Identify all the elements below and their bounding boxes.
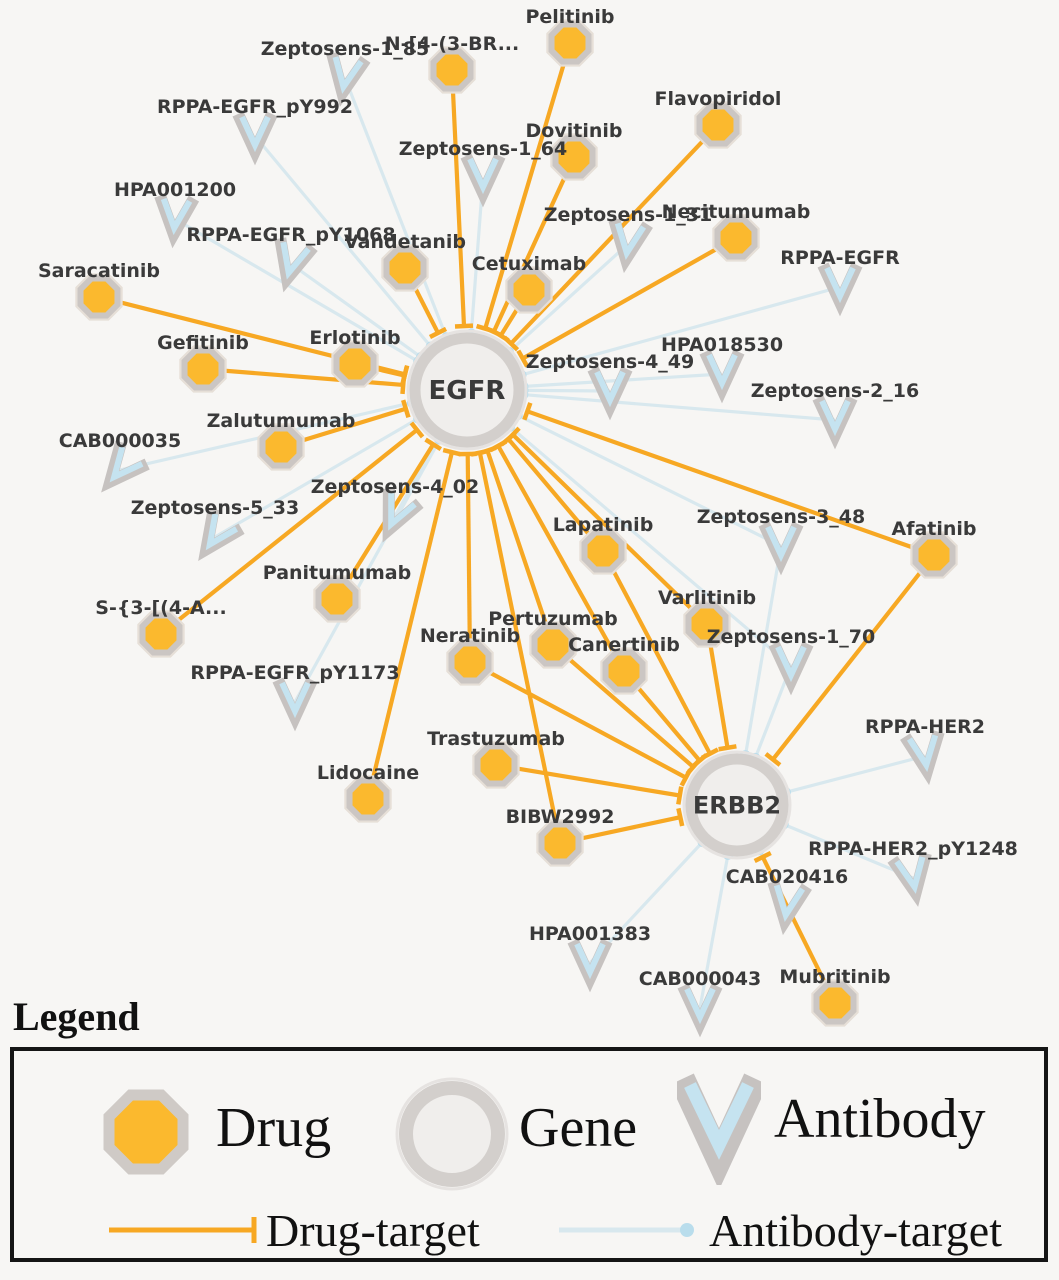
drug-label: S-{3-[(4-A... [95, 597, 227, 619]
antibody-node-icon [677, 1073, 761, 1185]
drug-label: Pelitinib [525, 6, 615, 28]
drug-label: Lidocaine [316, 762, 420, 784]
antibody-label: Zeptosens-1_85 [260, 38, 430, 60]
drug-octagon [319, 581, 356, 618]
antibody-label: RPPA-HER2 [864, 716, 986, 738]
gene-label: EGFR [428, 376, 506, 407]
drug-octagon [350, 781, 387, 818]
drug-label: N-[4-(3-BR... [384, 33, 520, 55]
antibody-label: CAB000043 [638, 968, 762, 990]
drug-octagon [511, 272, 548, 309]
drug-octagon [552, 25, 589, 62]
antibody-label: Zeptosens-1_31 [543, 204, 713, 226]
drug-label: Varlitinib [657, 587, 757, 609]
drug-octagon [109, 1095, 183, 1169]
drug-target-tee [678, 787, 681, 805]
drug-label: Pertuzumab [488, 608, 618, 630]
drug-target-tee [471, 451, 489, 455]
drug-octagon [542, 825, 579, 862]
antibody-label: HPA018530 [660, 334, 784, 356]
drug-label: Afatinib [891, 518, 977, 540]
drug-octagon [700, 107, 737, 144]
drug-label: Saracatinib [37, 260, 161, 282]
drug-octagon [143, 616, 180, 653]
antibody-node-Zeptosens-2_16 [818, 398, 852, 435]
drug-target-tee [403, 367, 407, 385]
drug-node-icon [94, 1080, 198, 1184]
drug-target-tee [443, 450, 460, 454]
antibody-node-RPPA-EGFR_pY992 [238, 114, 272, 151]
antibody-node-Zeptosens-1_64 [466, 156, 500, 193]
legend-box [10, 1047, 1048, 1262]
antibody-label: CAB000035 [58, 430, 182, 452]
drug-target-tee [678, 808, 682, 826]
antibody-label: RPPA-EGFR_pY992 [156, 96, 354, 118]
drug-octagon [606, 653, 643, 690]
drug-label: Mubritinib [779, 966, 891, 988]
antibody-label: RPPA-EGFR_pY1173 [190, 662, 400, 684]
antibody-node-RPPA-HER2 [905, 732, 944, 773]
drug-octagon [185, 351, 222, 388]
drug-octagon [387, 250, 424, 287]
antibody-label: RPPA-HER2_pY1248 [808, 838, 1018, 860]
antibody-label: HPA001200 [113, 179, 237, 201]
antibody-label: Zeptosens-1_64 [398, 138, 568, 160]
drug-target-edge [496, 765, 680, 796]
legend-label-drug: Drug [216, 1097, 332, 1159]
antibody-node-RPPA-EGFR_pY1173 [278, 680, 312, 717]
drug-label: Erlotinib [309, 327, 401, 349]
drug-label: Flavopiridol [654, 88, 782, 110]
drug-label: Gefitinib [157, 332, 249, 354]
drug-label: Lapatinib [552, 514, 654, 536]
legend-label-antibody: Antibody [774, 1088, 986, 1150]
antibody-target-dot [680, 1223, 694, 1237]
antibody-label: HPA001383 [528, 923, 652, 945]
drug-octagon [81, 279, 118, 316]
drug-label: Vandetanib [343, 231, 467, 253]
antibody-node-RPPA-EGFR [823, 265, 857, 302]
antibody-label: Zeptosens-2_16 [750, 380, 920, 402]
antibody-label: Zeptosens-5_33 [130, 497, 300, 519]
antibody-label: CAB020416 [725, 866, 849, 888]
antibody-node-Zeptosens-3_48 [764, 524, 798, 561]
antibody-label: Zeptosens-3_48 [696, 506, 866, 528]
drug-target-tee [455, 326, 473, 327]
legend-label-gene: Gene [519, 1097, 638, 1159]
gene-circle [406, 1088, 498, 1180]
drug-label: Necitumumab [661, 201, 811, 223]
legend-label-drug-target: Drug-target [266, 1205, 480, 1256]
drug-target-edge [452, 70, 464, 326]
drug-label: Trastuzumab [427, 728, 565, 750]
drug-octagon [263, 429, 300, 466]
drug-octagon [718, 220, 755, 257]
drug-label: Cetuximab [471, 253, 587, 275]
drug-label: Zalutumumab [206, 410, 356, 432]
antibody-label: Zeptosens-1_70 [706, 626, 876, 648]
drug-octagon [452, 644, 489, 681]
drug-label: Canertinib [568, 634, 680, 656]
legend-label-antibody-target: Antibody-target [709, 1205, 1002, 1256]
drug-label: BIBW2992 [505, 806, 615, 828]
antibody-target-edge [785, 756, 925, 792]
drug-octagon [337, 346, 374, 383]
antibody-target-edge-icon [554, 1213, 714, 1247]
gene-label: ERBB2 [692, 791, 782, 820]
drug-octagon [434, 52, 471, 89]
drug-label: Dovitinib [525, 120, 623, 142]
drug-octagon [535, 627, 572, 664]
antibody-label: Zeptosens-4_02 [310, 476, 480, 498]
drug-label: Neratinib [419, 625, 521, 647]
drug-target-tee [719, 746, 737, 749]
drug-octagon [478, 747, 515, 784]
antibody-node-Zeptosens-1_70 [774, 644, 808, 681]
drug-octagon [585, 533, 622, 570]
antibody-label: RPPA-EGFR_pY1068 [186, 224, 396, 246]
legend-title: Legend [13, 994, 140, 1039]
antibody-label: Zeptosens-4_49 [525, 351, 695, 373]
drug-target-edge-icon [102, 1213, 272, 1247]
antibody-node-HPA018530 [705, 352, 739, 389]
antibody-node-HPA001383 [573, 941, 607, 978]
gene-node-icon [390, 1072, 514, 1196]
drug-label: Panitumumab [262, 562, 412, 584]
drug-octagon [916, 537, 953, 574]
antibody-label: RPPA-EGFR [780, 247, 900, 269]
antibody-target-edge [345, 78, 447, 338]
drug-octagon [817, 985, 854, 1022]
